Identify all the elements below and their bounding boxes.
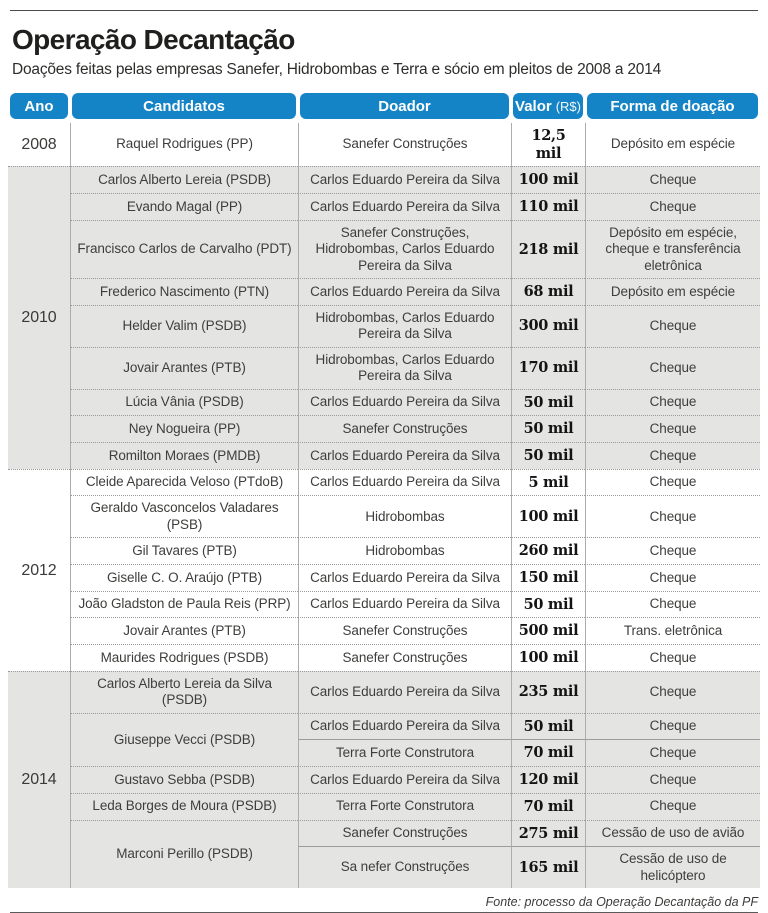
donor-cell: Carlos Eduardo Pereira da Silva bbox=[298, 193, 511, 220]
donations-table bbox=[8, 123, 760, 888]
method-cell: Cheque bbox=[585, 713, 760, 740]
value-cell: 150 mil bbox=[511, 564, 585, 591]
donor-cell: Sanefer Construções, Hidrobombas, Carlos Eduardo Pereira da Silva bbox=[298, 220, 511, 278]
donor-cell: Carlos Eduardo Pereira da Silva bbox=[298, 469, 511, 496]
donor-cell: Carlos Eduardo Pereira da Silva bbox=[298, 713, 511, 740]
value-cell: 235 mil bbox=[511, 671, 585, 713]
method-cell: Cheque bbox=[585, 495, 760, 537]
value-cell: 68 mil bbox=[511, 278, 585, 305]
column-header-doador bbox=[300, 93, 509, 119]
method-cell: Cheque bbox=[585, 193, 760, 220]
candidate-cell: Frederico Nascimento (PTN) bbox=[70, 278, 298, 305]
column-header-ano bbox=[10, 93, 68, 119]
donor-cell: Sanefer Construções bbox=[298, 617, 511, 644]
column-header-valor bbox=[513, 93, 583, 119]
year-cell: 2012 bbox=[8, 469, 70, 671]
value-cell: 50 mil bbox=[511, 713, 585, 740]
method-cell: Cheque bbox=[585, 347, 760, 389]
method-cell: Cheque bbox=[585, 739, 760, 766]
column-header-suffix: (R$) bbox=[555, 98, 581, 114]
value-cell: 110 mil bbox=[511, 193, 585, 220]
year-cell: 2014 bbox=[8, 671, 70, 888]
value-cell: 500 mil bbox=[511, 617, 585, 644]
method-cell: Cheque bbox=[585, 671, 760, 713]
method-cell: Depósito em espécie, cheque e transferência eletrônica bbox=[585, 220, 760, 278]
candidate-cell: Maurides Rodrigues (PSDB) bbox=[70, 644, 298, 671]
value-cell: 100 mil bbox=[511, 166, 585, 193]
value-cell: 50 mil bbox=[511, 442, 585, 469]
candidate-cell: Cleide Aparecida Veloso (PTdoB) bbox=[70, 469, 298, 496]
method-cell: Cessão de uso de avião bbox=[585, 820, 760, 847]
donor-cell: Carlos Eduardo Pereira da Silva bbox=[298, 671, 511, 713]
candidate-cell: Gil Tavares (PTB) bbox=[70, 537, 298, 564]
donor-cell: Terra Forte Construtora bbox=[298, 739, 511, 766]
page-subtitle: Doações feitas pelas empresas Sanefer, Hidrobombas e Terra e sócio em pleitos de 2008 a 2014 bbox=[12, 61, 662, 78]
donor-cell: Sanefer Construções bbox=[298, 644, 511, 671]
top-divider bbox=[10, 10, 758, 11]
donor-cell: Carlos Eduardo Pereira da Silva bbox=[298, 278, 511, 305]
donor-cell: Hidrobombas, Carlos Eduardo Pereira da Silva bbox=[298, 305, 511, 347]
method-cell: Cheque bbox=[585, 415, 760, 442]
candidate-cell: Marconi Perillo (PSDB) bbox=[70, 820, 298, 889]
method-cell: Cheque bbox=[585, 442, 760, 469]
candidate-cell: Leda Borges de Moura (PSDB) bbox=[70, 793, 298, 820]
method-cell: Cheque bbox=[585, 537, 760, 564]
value-cell: 170 mil bbox=[511, 347, 585, 389]
donor-cell: Sanefer Construções bbox=[298, 820, 511, 847]
year-cell: 2010 bbox=[8, 166, 70, 468]
value-cell: 120 mil bbox=[511, 766, 585, 793]
candidate-cell: Francisco Carlos de Carvalho (PDT) bbox=[70, 220, 298, 278]
method-cell: Cheque bbox=[585, 644, 760, 671]
donor-cell: Sanefer Construções bbox=[298, 415, 511, 442]
method-cell: Depósito em espécie bbox=[585, 123, 760, 166]
year-cell: 2008 bbox=[21, 135, 57, 153]
value-cell: 70 mil bbox=[511, 739, 585, 766]
donor-cell: Carlos Eduardo Pereira da Silva bbox=[298, 442, 511, 469]
donor-cell: Sa nefer Construções bbox=[298, 846, 511, 888]
column-header-label: Doador bbox=[378, 97, 431, 115]
value-cell: 50 mil bbox=[511, 415, 585, 442]
column-header-label: Valor bbox=[515, 97, 552, 115]
candidate-cell: Evando Magal (PP) bbox=[70, 193, 298, 220]
value-cell: 300 mil bbox=[511, 305, 585, 347]
column-header-forma-de-doa-o bbox=[587, 93, 758, 119]
value-cell: 165 mil bbox=[511, 846, 585, 888]
candidate-cell: Jovair Arantes (PTB) bbox=[70, 617, 298, 644]
value-cell: 100 mil bbox=[511, 495, 585, 537]
value-cell: 50 mil bbox=[511, 389, 585, 416]
donor-cell: Carlos Eduardo Pereira da Silva bbox=[298, 591, 511, 618]
column-header-label: Forma de doação bbox=[610, 97, 735, 115]
candidate-cell: João Gladston de Paula Reis (PRP) bbox=[70, 591, 298, 618]
method-cell: Cheque bbox=[585, 564, 760, 591]
candidate-cell: Carlos Alberto Lereia (PSDB) bbox=[70, 166, 298, 193]
candidate-cell: Raquel Rodrigues (PP) bbox=[70, 123, 298, 166]
source-note: Fonte: processo da Operação Decantação da PF bbox=[485, 895, 758, 910]
page-title: Operação Decantação bbox=[12, 24, 295, 55]
donor-cell: Terra Forte Construtora bbox=[298, 793, 511, 820]
donor-cell: Carlos Eduardo Pereira da Silva bbox=[298, 166, 511, 193]
table-header-row bbox=[8, 93, 760, 119]
donor-cell: Sanefer Construções bbox=[298, 123, 511, 166]
value-cell: 260 mil bbox=[511, 537, 585, 564]
candidate-cell: Gustavo Sebba (PSDB) bbox=[70, 766, 298, 793]
method-cell: Trans. eletrônica bbox=[585, 617, 760, 644]
method-cell: Depósito em espécie bbox=[585, 278, 760, 305]
method-cell: Cheque bbox=[585, 591, 760, 618]
column-header-label: Candidatos bbox=[143, 97, 225, 115]
value-cell: 100 mil bbox=[511, 644, 585, 671]
donor-cell: Carlos Eduardo Pereira da Silva bbox=[298, 564, 511, 591]
column-header-label: Ano bbox=[24, 97, 54, 115]
candidate-cell: Giuseppe Vecci (PSDB) bbox=[70, 713, 298, 766]
donor-cell: Hidrobombas bbox=[298, 537, 511, 564]
candidate-cell: Giselle C. O. Araújo (PTB) bbox=[70, 564, 298, 591]
candidate-cell: Geraldo Vasconcelos Valadares (PSB) bbox=[70, 495, 298, 537]
candidate-cell: Jovair Arantes (PTB) bbox=[70, 347, 298, 389]
method-cell: Cheque bbox=[585, 469, 760, 496]
donor-cell: Hidrobombas bbox=[298, 495, 511, 537]
value-cell: 275 mil bbox=[511, 820, 585, 847]
value-cell: 70 mil bbox=[511, 793, 585, 820]
value-cell: 50 mil bbox=[511, 591, 585, 618]
method-cell: Cheque bbox=[585, 766, 760, 793]
value-cell: 12,5 mil bbox=[511, 123, 585, 166]
candidate-cell: Romilton Moraes (PMDB) bbox=[70, 442, 298, 469]
value-cell: 218 mil bbox=[511, 220, 585, 278]
method-cell: Cheque bbox=[585, 166, 760, 193]
method-cell: Cheque bbox=[585, 793, 760, 820]
column-header-candidatos bbox=[72, 93, 296, 119]
donor-cell: Carlos Eduardo Pereira da Silva bbox=[298, 389, 511, 416]
method-cell: Cheque bbox=[585, 389, 760, 416]
candidate-cell: Carlos Alberto Lereia da Silva (PSDB) bbox=[70, 671, 298, 713]
candidate-cell: Ney Nogueira (PP) bbox=[70, 415, 298, 442]
candidate-cell: Lúcia Vânia (PSDB) bbox=[70, 389, 298, 416]
candidate-cell: Helder Valim (PSDB) bbox=[70, 305, 298, 347]
method-cell: Cessão de uso de helicóptero bbox=[585, 846, 760, 888]
donor-cell: Hidrobombas, Carlos Eduardo Pereira da Silva bbox=[298, 347, 511, 389]
donor-cell: Carlos Eduardo Pereira da Silva bbox=[298, 766, 511, 793]
method-cell: Cheque bbox=[585, 305, 760, 347]
value-cell: 5 mil bbox=[511, 469, 585, 496]
